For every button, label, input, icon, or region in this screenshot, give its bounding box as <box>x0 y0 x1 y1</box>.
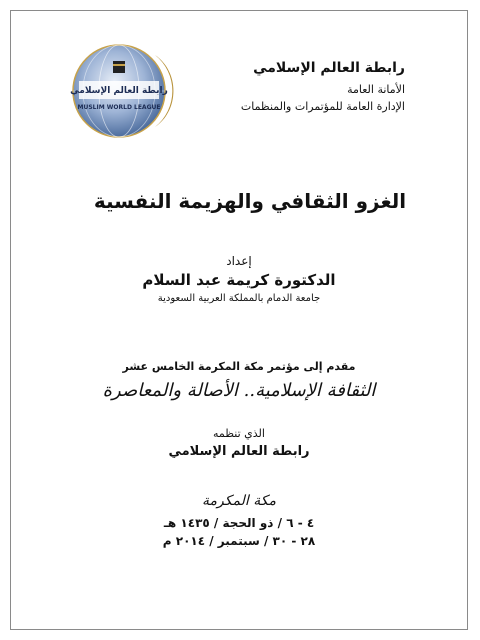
author-name: الدكتورة كريمة عبد السلام <box>142 271 336 289</box>
organizer-name: رابطة العالم الإسلامي <box>168 444 310 459</box>
city-name: مكة المكرمة <box>202 493 276 509</box>
conference-theme: الثقافة الإسلامية.. الأصالة والمعاصرة <box>102 380 376 401</box>
org-secretariat: الأمانة العامة <box>347 83 405 96</box>
date-gregorian: ٢٨ - ٣٠ / سبتمبر / ٢٠١٤ م <box>162 534 316 548</box>
prepared-by-label: إعداد <box>226 254 252 268</box>
organization-header <box>185 59 405 114</box>
muslim-world-league-logo <box>69 41 177 141</box>
conference-line: مقدم إلى مؤتمر مكة المكرمة الخامس عشر <box>122 360 356 373</box>
document-title: الغزو الثقافي والهزيمة النفسية <box>93 189 407 213</box>
org-name: رابطة العالم الإسلامي <box>253 60 405 76</box>
logo-text-arabic: رابطة العالم الإسلامي <box>70 86 168 96</box>
document-page <box>10 10 468 630</box>
date-hijri: ٤ - ٦ / ذو الحجة / ١٤٣٥ هـ <box>163 516 315 530</box>
org-department: الإدارة العامة للمؤتمرات والمنظمات <box>240 100 405 113</box>
organized-by-label: الذي تنظمه <box>213 427 265 440</box>
author-affiliation: جامعة الدمام بالمملكة العربية السعودية <box>157 293 321 304</box>
logo-text-english: MUSLIM WORLD LEAGUE <box>77 104 161 111</box>
